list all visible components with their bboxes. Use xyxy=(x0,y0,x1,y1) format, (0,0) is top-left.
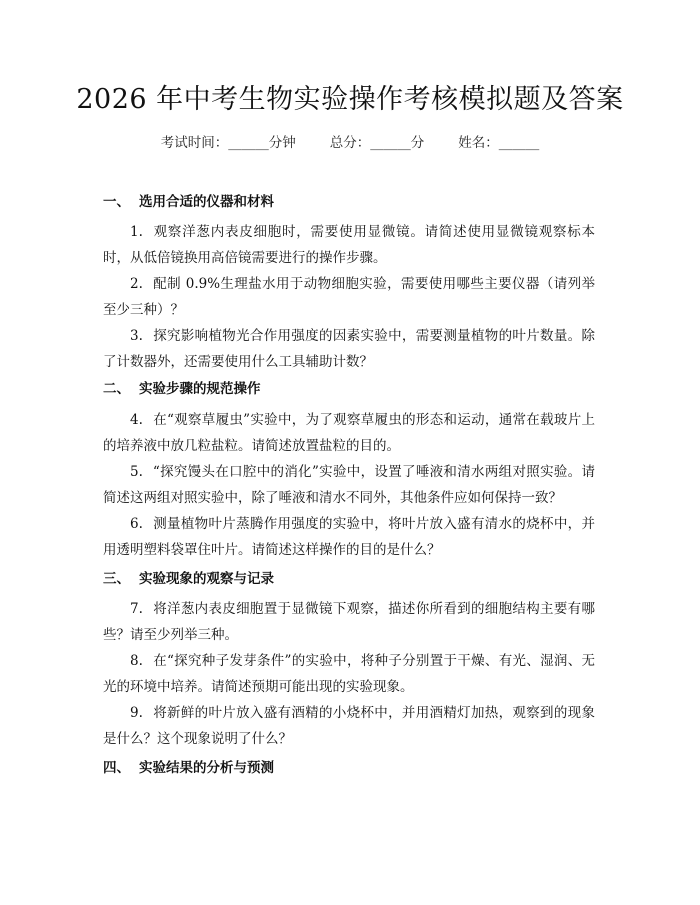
question-number: 6. xyxy=(130,516,143,532)
question-number: 2. xyxy=(130,276,143,292)
section-heading-2 xyxy=(103,380,261,398)
question-text: 在“探究种子发芽条件”的实验中，将种子分别置于干燥、有光、湿润、无光的环境中培养。请简述预期可能出现的实验现象。 xyxy=(103,653,595,695)
question-5 xyxy=(103,459,595,511)
section-title: 实验现象的观察与记录 xyxy=(139,571,274,587)
question-text: 配制 0.9%生理盐水用于动物细胞实验，需要使用哪些主要仪器（请列举至少三种）？ xyxy=(103,276,595,318)
question-1 xyxy=(103,219,595,271)
page-title: 2026 年中考生物实验操作考核模拟题及答案 xyxy=(76,84,624,115)
section-number: 三、 xyxy=(103,571,130,587)
question-text: 在“观察草履虫”实验中，为了观察草履虫的形态和运动，通常在载玻片上的培养液中放几粒盐粒。请简述放置盐粒的目的。 xyxy=(103,412,595,454)
question-text: 探究影响植物光合作用强度的因素实验中，需要测量植物的叶片数量。除了计数器外，还需要使用什么工具辅助计数？ xyxy=(103,328,595,370)
section-title: 选用合适的仪器和材料 xyxy=(139,194,274,210)
question-number: 9. xyxy=(130,705,143,721)
question-number: 5. xyxy=(130,464,143,480)
total-score-field: 总分：______分 xyxy=(329,135,425,151)
question-number: 8. xyxy=(130,653,143,669)
section-heading-3 xyxy=(103,570,274,588)
question-number: 4. xyxy=(130,412,143,428)
question-3 xyxy=(103,323,595,375)
question-6 xyxy=(103,511,595,563)
question-9 xyxy=(103,700,595,752)
section-title: 实验步骤的规范操作 xyxy=(139,381,261,397)
section-number: 一、 xyxy=(103,194,130,210)
question-text: 将洋葱内表皮细胞置于显微镜下观察，描述你所看到的细胞结构主要有哪些？请至少列举三种。 xyxy=(103,601,595,643)
question-text: 测量植物叶片蒸腾作用强度的实验中，将叶片放入盛有清水的烧杯中，并用透明塑料袋罩住叶片。请简述这样操作的目的是什么？ xyxy=(103,516,595,558)
section-title: 实验结果的分析与预测 xyxy=(139,760,274,776)
question-number: 3. xyxy=(130,328,143,344)
question-7 xyxy=(103,596,595,648)
student-name-field: 姓名：______ xyxy=(458,135,540,151)
section-number: 四、 xyxy=(103,760,130,776)
section-heading-4 xyxy=(103,759,274,777)
section-heading-1 xyxy=(103,193,274,211)
question-8 xyxy=(103,648,595,700)
section-number: 二、 xyxy=(103,381,130,397)
question-text: 将新鲜的叶片放入盛有酒精的小烧杯中，并用酒精灯加热，观察到的现象是什么？这个现象说明了什么？ xyxy=(103,705,595,747)
question-number: 1. xyxy=(130,224,143,240)
question-4 xyxy=(103,407,595,459)
exam-time-field: 考试时间：______分钟 xyxy=(160,135,296,151)
question-text: 观察洋葱内表皮细胞时，需要使用显微镜。请简述使用显微镜观察标本时，从低倍镜换用高倍镜需要进行的操作步骤。 xyxy=(103,224,595,266)
question-text: “探究馒头在口腔中的消化”实验中，设置了唾液和清水两组对照实验。请简述这两组对照实验中，除了唾液和清水不同外，其他条件应如何保持一致？ xyxy=(103,464,595,506)
question-2 xyxy=(103,271,595,323)
exam-info-line xyxy=(0,134,700,152)
question-number: 7. xyxy=(130,601,143,617)
